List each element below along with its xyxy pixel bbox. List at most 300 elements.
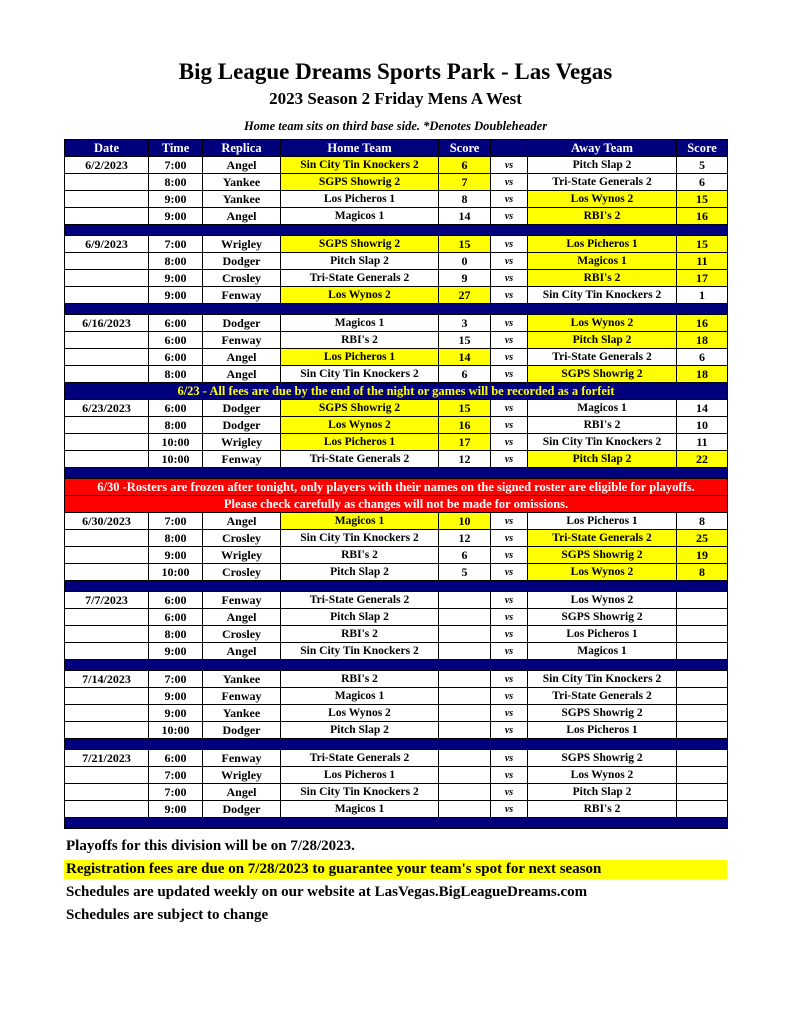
game-replica: Crosley <box>203 564 281 581</box>
game-replica: Fenway <box>203 750 281 767</box>
separator-bar <box>65 581 728 592</box>
away-score: 8 <box>677 564 728 581</box>
home-team: SGPS Showrig 2 <box>281 174 439 191</box>
col-header-away-team: Away Team <box>528 140 677 157</box>
vs-label: vs <box>491 722 528 739</box>
game-date <box>65 287 149 304</box>
game-replica: Wrigley <box>203 434 281 451</box>
away-team: Tri-State Generals 2 <box>528 530 677 547</box>
game-time: 7:00 <box>149 767 203 784</box>
home-team: Los Picheros 1 <box>281 434 439 451</box>
footer-registration-note: Registration fees are due on 7/28/2023 to guarantee your team's spot for next season <box>64 860 727 879</box>
footer-playoffs-note: Playoffs for this division will be on 7/28/2023. <box>66 838 355 854</box>
away-score <box>677 609 728 626</box>
vs-label: vs <box>491 643 528 660</box>
game-row <box>65 592 728 609</box>
game-time: 9:00 <box>149 688 203 705</box>
game-date <box>65 688 149 705</box>
game-date <box>65 626 149 643</box>
game-row <box>65 767 728 784</box>
home-team: SGPS Showrig 2 <box>281 400 439 417</box>
game-time: 8:00 <box>149 530 203 547</box>
home-score: 15 <box>439 332 491 349</box>
home-team: Tri-State Generals 2 <box>281 270 439 287</box>
vs-label: vs <box>491 236 528 253</box>
game-date: 6/23/2023 <box>65 400 149 417</box>
game-time: 7:00 <box>149 784 203 801</box>
game-row <box>65 208 728 225</box>
home-score <box>439 722 491 739</box>
game-replica: Fenway <box>203 451 281 468</box>
away-team: SGPS Showrig 2 <box>528 547 677 564</box>
home-team: RBI's 2 <box>281 626 439 643</box>
game-date <box>65 270 149 287</box>
table-header-row <box>65 140 728 157</box>
game-date <box>65 705 149 722</box>
footer-subject-to-change-note: Schedules are subject to change <box>66 907 269 923</box>
away-team: RBI's 2 <box>528 801 677 818</box>
game-time: 10:00 <box>149 722 203 739</box>
away-team: Magicos 1 <box>528 643 677 660</box>
col-header-vs <box>491 140 528 157</box>
away-team: Tri-State Generals 2 <box>528 349 677 366</box>
game-time: 8:00 <box>149 366 203 383</box>
separator-bar <box>65 468 728 479</box>
away-score <box>677 801 728 818</box>
away-team: SGPS Showrig 2 <box>528 609 677 626</box>
away-team: Los Wynos 2 <box>528 767 677 784</box>
away-score <box>677 688 728 705</box>
home-team: Sin City Tin Knockers 2 <box>281 643 439 660</box>
vs-label: vs <box>491 332 528 349</box>
home-team: Sin City Tin Knockers 2 <box>281 530 439 547</box>
away-score: 8 <box>677 513 728 530</box>
away-team: Los Wynos 2 <box>528 592 677 609</box>
schedule-body <box>65 157 728 829</box>
away-team: Magicos 1 <box>528 253 677 270</box>
game-time: 7:00 <box>149 513 203 530</box>
game-replica: Yankee <box>203 705 281 722</box>
home-score <box>439 750 491 767</box>
home-team: Sin City Tin Knockers 2 <box>281 157 439 174</box>
away-team: Pitch Slap 2 <box>528 157 677 174</box>
away-score: 6 <box>677 174 728 191</box>
away-team: Los Picheros 1 <box>528 236 677 253</box>
game-replica: Dodger <box>203 801 281 818</box>
vs-label: vs <box>491 157 528 174</box>
home-team: Sin City Tin Knockers 2 <box>281 366 439 383</box>
away-score <box>677 592 728 609</box>
game-time: 10:00 <box>149 564 203 581</box>
vs-label: vs <box>491 315 528 332</box>
separator-bar <box>65 225 728 236</box>
home-score: 7 <box>439 174 491 191</box>
game-date: 6/16/2023 <box>65 315 149 332</box>
separator-bar-fill <box>65 581 728 592</box>
game-row <box>65 315 728 332</box>
game-time: 8:00 <box>149 417 203 434</box>
away-team: Magicos 1 <box>528 400 677 417</box>
away-score: 6 <box>677 349 728 366</box>
vs-label: vs <box>491 253 528 270</box>
game-replica: Angel <box>203 784 281 801</box>
game-row <box>65 157 728 174</box>
away-team: Pitch Slap 2 <box>528 451 677 468</box>
game-date <box>65 208 149 225</box>
game-row <box>65 253 728 270</box>
footer-website-note: Schedules are updated weekly on our website at LasVegas.BigLeagueDreams.com <box>66 884 588 900</box>
col-header-away-score: Score <box>677 140 728 157</box>
game-row <box>65 750 728 767</box>
home-score: 3 <box>439 315 491 332</box>
vs-label: vs <box>491 513 528 530</box>
away-score: 5 <box>677 157 728 174</box>
home-score: 17 <box>439 434 491 451</box>
away-score: 22 <box>677 451 728 468</box>
home-score: 16 <box>439 417 491 434</box>
game-row <box>65 801 728 818</box>
vs-label: vs <box>491 688 528 705</box>
game-time: 8:00 <box>149 253 203 270</box>
home-team: SGPS Showrig 2 <box>281 236 439 253</box>
vs-label: vs <box>491 564 528 581</box>
game-replica: Wrigley <box>203 236 281 253</box>
home-score: 8 <box>439 191 491 208</box>
home-team: Pitch Slap 2 <box>281 564 439 581</box>
game-row <box>65 705 728 722</box>
game-replica: Dodger <box>203 417 281 434</box>
game-date <box>65 564 149 581</box>
vs-label: vs <box>491 671 528 688</box>
away-team: Sin City Tin Knockers 2 <box>528 434 677 451</box>
game-replica: Wrigley <box>203 547 281 564</box>
away-score <box>677 784 728 801</box>
away-score <box>677 767 728 784</box>
game-row <box>65 547 728 564</box>
game-replica: Fenway <box>203 332 281 349</box>
game-date: 6/30/2023 <box>65 513 149 530</box>
game-row <box>65 609 728 626</box>
game-time: 9:00 <box>149 287 203 304</box>
col-header-home-score: Score <box>439 140 491 157</box>
home-score <box>439 609 491 626</box>
game-time: 6:00 <box>149 349 203 366</box>
game-row <box>65 722 728 739</box>
game-row <box>65 626 728 643</box>
schedule-table <box>64 139 728 829</box>
vs-label: vs <box>491 434 528 451</box>
away-team: RBI's 2 <box>528 417 677 434</box>
game-time: 6:00 <box>149 332 203 349</box>
home-team: Tri-State Generals 2 <box>281 592 439 609</box>
game-row <box>65 513 728 530</box>
game-time: 6:00 <box>149 609 203 626</box>
vs-label: vs <box>491 417 528 434</box>
game-row <box>65 688 728 705</box>
away-team: Sin City Tin Knockers 2 <box>528 287 677 304</box>
home-team: RBI's 2 <box>281 332 439 349</box>
game-date: 6/9/2023 <box>65 236 149 253</box>
away-team: Los Wynos 2 <box>528 315 677 332</box>
roster-freeze-banner <box>65 496 728 513</box>
banner-text: 6/23 - All fees are due by the end of the night or games will be recorded as a forfeit <box>65 383 728 400</box>
home-team: Pitch Slap 2 <box>281 722 439 739</box>
home-team: Magicos 1 <box>281 688 439 705</box>
separator-bar-fill <box>65 739 728 750</box>
away-team: Pitch Slap 2 <box>528 784 677 801</box>
away-team: Los Picheros 1 <box>528 722 677 739</box>
home-score: 14 <box>439 349 491 366</box>
home-team: Sin City Tin Knockers 2 <box>281 784 439 801</box>
game-time: 9:00 <box>149 705 203 722</box>
game-row <box>65 671 728 688</box>
away-team: SGPS Showrig 2 <box>528 705 677 722</box>
game-time: 6:00 <box>149 750 203 767</box>
home-score <box>439 705 491 722</box>
home-score: 9 <box>439 270 491 287</box>
home-team: RBI's 2 <box>281 547 439 564</box>
home-team: RBI's 2 <box>281 671 439 688</box>
home-score: 12 <box>439 530 491 547</box>
game-date <box>65 349 149 366</box>
away-score <box>677 705 728 722</box>
col-header-home-team: Home Team <box>281 140 439 157</box>
game-date <box>65 451 149 468</box>
home-team: Los Picheros 1 <box>281 349 439 366</box>
page-subtitle: 2023 Season 2 Friday Mens A West <box>269 89 522 108</box>
game-time: 9:00 <box>149 801 203 818</box>
banner-text: 6/30 -Rosters are frozen after tonight, only players with their names on the signed roster are eligible for playoffs. <box>65 479 728 496</box>
game-date <box>65 332 149 349</box>
game-replica: Angel <box>203 349 281 366</box>
away-score <box>677 626 728 643</box>
game-time: 6:00 <box>149 315 203 332</box>
game-replica: Fenway <box>203 592 281 609</box>
game-row <box>65 174 728 191</box>
game-date: 7/14/2023 <box>65 671 149 688</box>
vs-label: vs <box>491 208 528 225</box>
game-time: 9:00 <box>149 643 203 660</box>
game-replica: Angel <box>203 513 281 530</box>
game-date <box>65 722 149 739</box>
game-date <box>65 174 149 191</box>
game-time: 9:00 <box>149 191 203 208</box>
away-score: 1 <box>677 287 728 304</box>
game-date: 7/21/2023 <box>65 750 149 767</box>
game-row <box>65 400 728 417</box>
away-team: Los Picheros 1 <box>528 626 677 643</box>
separator-bar-fill <box>65 468 728 479</box>
game-row <box>65 191 728 208</box>
footer <box>64 837 727 925</box>
home-score: 6 <box>439 157 491 174</box>
away-team: Tri-State Generals 2 <box>528 174 677 191</box>
home-team: Magicos 1 <box>281 315 439 332</box>
home-score: 15 <box>439 400 491 417</box>
game-replica: Wrigley <box>203 767 281 784</box>
game-date <box>65 253 149 270</box>
home-score <box>439 767 491 784</box>
game-row <box>65 784 728 801</box>
game-date <box>65 801 149 818</box>
col-header-replica: Replica <box>203 140 281 157</box>
home-team: Tri-State Generals 2 <box>281 451 439 468</box>
vs-label: vs <box>491 270 528 287</box>
away-team: Los Picheros 1 <box>528 513 677 530</box>
game-replica: Dodger <box>203 253 281 270</box>
separator-bar <box>65 818 728 829</box>
separator-bar <box>65 304 728 315</box>
game-date: 7/7/2023 <box>65 592 149 609</box>
game-time: 9:00 <box>149 270 203 287</box>
vs-label: vs <box>491 287 528 304</box>
vs-label: vs <box>491 191 528 208</box>
game-row <box>65 332 728 349</box>
vs-label: vs <box>491 366 528 383</box>
game-date <box>65 767 149 784</box>
home-score <box>439 643 491 660</box>
game-row <box>65 349 728 366</box>
home-score: 5 <box>439 564 491 581</box>
home-score: 6 <box>439 366 491 383</box>
game-replica: Fenway <box>203 688 281 705</box>
vs-label: vs <box>491 349 528 366</box>
game-date <box>65 530 149 547</box>
vs-label: vs <box>491 767 528 784</box>
vs-label: vs <box>491 626 528 643</box>
game-replica: Crosley <box>203 626 281 643</box>
game-row <box>65 270 728 287</box>
vs-label: vs <box>491 547 528 564</box>
home-team: Los Picheros 1 <box>281 767 439 784</box>
away-team: SGPS Showrig 2 <box>528 750 677 767</box>
away-score: 18 <box>677 332 728 349</box>
away-team: SGPS Showrig 2 <box>528 366 677 383</box>
home-team: Los Wynos 2 <box>281 417 439 434</box>
page-title: Big League Dreams Sports Park - Las Vegas <box>178 59 613 84</box>
away-team: Los Wynos 2 <box>528 191 677 208</box>
vs-label: vs <box>491 592 528 609</box>
game-time: 6:00 <box>149 400 203 417</box>
separator-bar-fill <box>65 660 728 671</box>
game-date <box>65 417 149 434</box>
vs-label: vs <box>491 400 528 417</box>
game-date <box>65 784 149 801</box>
away-score: 11 <box>677 253 728 270</box>
game-date <box>65 191 149 208</box>
away-team: Tri-State Generals 2 <box>528 688 677 705</box>
vs-label: vs <box>491 174 528 191</box>
vs-label: vs <box>491 801 528 818</box>
game-replica: Dodger <box>203 315 281 332</box>
away-score: 18 <box>677 366 728 383</box>
home-score: 27 <box>439 287 491 304</box>
away-score: 10 <box>677 417 728 434</box>
home-score <box>439 671 491 688</box>
home-team: Magicos 1 <box>281 801 439 818</box>
away-team: Sin City Tin Knockers 2 <box>528 671 677 688</box>
home-team: Los Wynos 2 <box>281 287 439 304</box>
home-score: 12 <box>439 451 491 468</box>
game-replica: Yankee <box>203 671 281 688</box>
game-time: 6:00 <box>149 592 203 609</box>
home-team: Los Picheros 1 <box>281 191 439 208</box>
game-replica: Yankee <box>203 174 281 191</box>
game-date <box>65 434 149 451</box>
game-replica: Angel <box>203 208 281 225</box>
game-replica: Crosley <box>203 530 281 547</box>
home-score: 6 <box>439 547 491 564</box>
game-date <box>65 547 149 564</box>
away-score <box>677 671 728 688</box>
home-team: Pitch Slap 2 <box>281 609 439 626</box>
away-score <box>677 643 728 660</box>
game-row <box>65 564 728 581</box>
game-row <box>65 366 728 383</box>
col-header-time: Time <box>149 140 203 157</box>
home-score <box>439 784 491 801</box>
game-time: 7:00 <box>149 236 203 253</box>
away-score: 17 <box>677 270 728 287</box>
home-score: 0 <box>439 253 491 270</box>
col-header-date: Date <box>65 140 149 157</box>
away-score: 15 <box>677 191 728 208</box>
game-time: 9:00 <box>149 208 203 225</box>
game-replica: Dodger <box>203 722 281 739</box>
vs-label: vs <box>491 451 528 468</box>
home-team: Pitch Slap 2 <box>281 253 439 270</box>
home-score: 10 <box>439 513 491 530</box>
vs-label: vs <box>491 784 528 801</box>
away-team: RBI's 2 <box>528 208 677 225</box>
game-replica: Dodger <box>203 400 281 417</box>
fees-due-banner <box>65 383 728 400</box>
vs-label: vs <box>491 750 528 767</box>
away-score: 25 <box>677 530 728 547</box>
home-team: Los Wynos 2 <box>281 705 439 722</box>
page-note: Home team sits on third base side. *Denotes Doubleheader <box>243 119 548 133</box>
game-row <box>65 287 728 304</box>
away-score: 15 <box>677 236 728 253</box>
home-team: Tri-State Generals 2 <box>281 750 439 767</box>
home-team: Magicos 1 <box>281 208 439 225</box>
away-score: 14 <box>677 400 728 417</box>
game-date <box>65 643 149 660</box>
away-score <box>677 722 728 739</box>
game-time: 9:00 <box>149 547 203 564</box>
home-score <box>439 801 491 818</box>
game-time: 7:00 <box>149 671 203 688</box>
game-replica: Angel <box>203 643 281 660</box>
vs-label: vs <box>491 705 528 722</box>
separator-bar-fill <box>65 304 728 315</box>
home-team: Magicos 1 <box>281 513 439 530</box>
game-row <box>65 451 728 468</box>
home-score <box>439 626 491 643</box>
away-score: 11 <box>677 434 728 451</box>
away-score: 19 <box>677 547 728 564</box>
home-score: 15 <box>439 236 491 253</box>
vs-label: vs <box>491 530 528 547</box>
game-date <box>65 609 149 626</box>
game-row <box>65 236 728 253</box>
away-score: 16 <box>677 208 728 225</box>
game-row <box>65 530 728 547</box>
game-row <box>65 417 728 434</box>
game-replica: Yankee <box>203 191 281 208</box>
away-team: RBI's 2 <box>528 270 677 287</box>
game-time: 10:00 <box>149 434 203 451</box>
